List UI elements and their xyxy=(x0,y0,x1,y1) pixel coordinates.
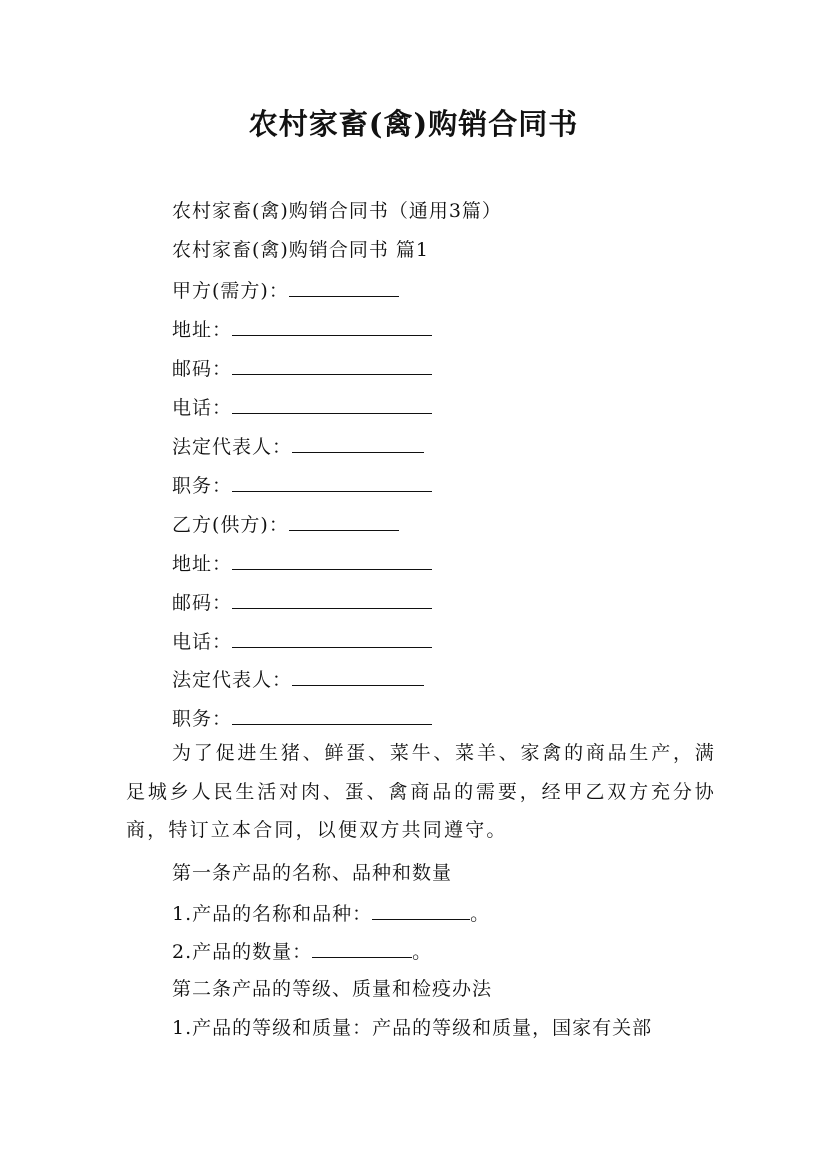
party-b-legal-rep-label: 法定代表人： xyxy=(172,669,293,691)
party-a-label: 甲方(需方)： xyxy=(172,280,289,302)
party-a-address-label: 地址： xyxy=(172,319,233,341)
article1-item1-end: 。 xyxy=(470,903,491,925)
article1-item2-end: 。 xyxy=(412,941,433,963)
party-b-phone-label: 电话： xyxy=(172,631,233,653)
party-b-position-row xyxy=(172,704,432,732)
party-a-address-row xyxy=(172,315,432,343)
article1-item2-row xyxy=(172,937,432,965)
party-a-postcode-label: 邮码： xyxy=(172,358,233,380)
party-a-position-blank[interactable] xyxy=(232,471,432,492)
party-b-postcode-label: 邮码： xyxy=(172,592,233,614)
document-title: 农村家畜(禽)购销合同书 xyxy=(248,107,579,141)
article1-item1-blank[interactable] xyxy=(372,899,470,920)
article1-item1-row xyxy=(172,899,490,927)
party-b-blank[interactable] xyxy=(289,510,399,531)
party-a-position-label: 职务： xyxy=(172,475,233,497)
intro-paragraph: 为了促进生猪、鲜蛋、菜牛、菜羊、家禽的商品生产，满足城乡人民生活对肉、蛋、禽商品的需要，经甲乙双方充分协商，特订立本合同，以便双方共同遵守。 xyxy=(126,742,716,842)
party-a-position-row xyxy=(172,471,432,499)
party-b-legal-rep-blank[interactable] xyxy=(292,665,424,686)
party-a-postcode-blank[interactable] xyxy=(232,354,432,375)
article1-item1-label: 1.产品的名称和品种： xyxy=(172,903,373,925)
party-b-phone-row xyxy=(172,627,432,655)
article2-item1: 1.产品的等级和质量：产品的等级和质量，国家有关部 xyxy=(172,1017,653,1039)
party-b-address-row xyxy=(172,549,432,577)
party-a-phone-blank[interactable] xyxy=(232,393,432,414)
party-a-blank[interactable] xyxy=(289,276,399,297)
party-a-address-blank[interactable] xyxy=(232,315,432,336)
article1-item2-label: 2.产品的数量： xyxy=(172,941,313,963)
party-a-legal-rep-blank[interactable] xyxy=(292,432,424,453)
party-b-postcode-row xyxy=(172,588,432,616)
party-b-position-label: 职务： xyxy=(172,708,233,730)
party-b-postcode-blank[interactable] xyxy=(232,588,432,609)
party-a-legal-rep-label: 法定代表人： xyxy=(172,436,293,458)
party-b-row xyxy=(172,510,399,538)
article2-heading: 第二条产品的等级、质量和检疫办法 xyxy=(172,978,493,1000)
party-b-address-label: 地址： xyxy=(172,553,233,575)
party-a-legal-rep-row xyxy=(172,432,424,460)
article1-heading: 第一条产品的名称、品种和数量 xyxy=(172,862,453,884)
party-b-address-blank[interactable] xyxy=(232,549,432,570)
party-a-phone-row xyxy=(172,393,432,421)
article1-item2-blank[interactable] xyxy=(312,937,412,958)
party-a-phone-label: 电话： xyxy=(172,397,233,419)
party-a-postcode-row xyxy=(172,354,432,382)
party-b-legal-rep-row xyxy=(172,665,424,693)
party-b-position-blank[interactable] xyxy=(232,704,432,725)
party-b-phone-blank[interactable] xyxy=(232,627,432,648)
subtitle: 农村家畜(禽)购销合同书（通用3篇） xyxy=(172,200,502,222)
part-heading: 农村家畜(禽)购销合同书 篇1 xyxy=(172,239,429,261)
party-a-row xyxy=(172,276,399,304)
party-b-label: 乙方(供方)： xyxy=(172,514,289,536)
